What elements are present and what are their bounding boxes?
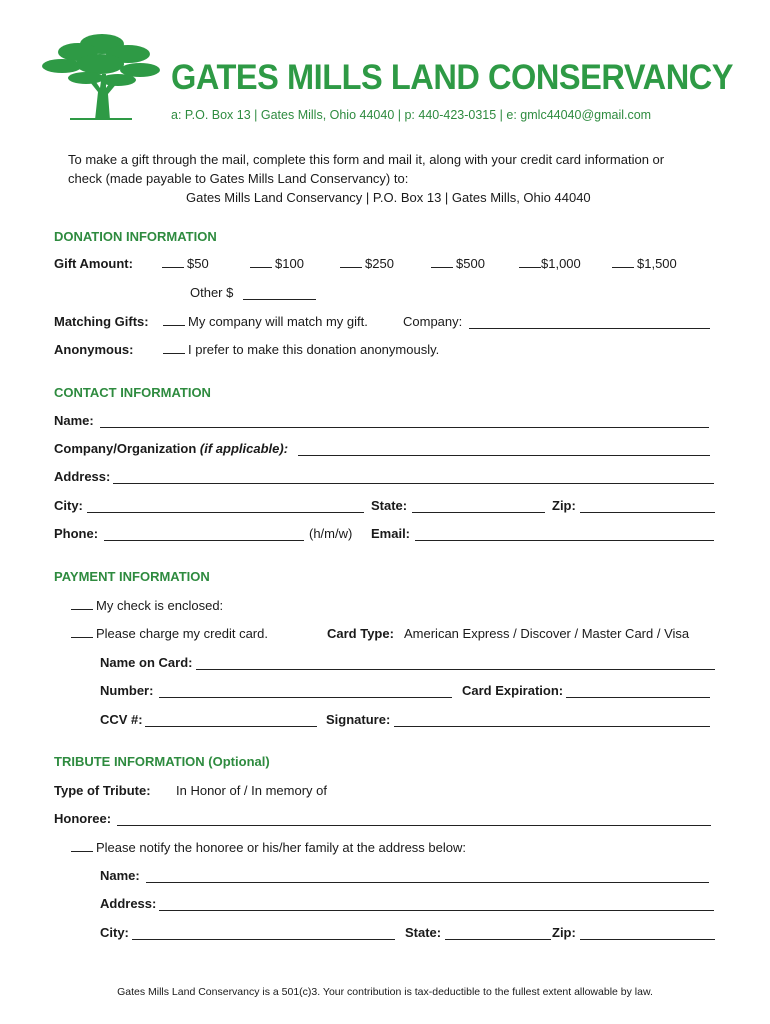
- amount-label: $500: [456, 256, 485, 271]
- check-blank[interactable]: [71, 598, 93, 610]
- notify-option[interactable]: [71, 840, 466, 856]
- company-label: Company:: [403, 314, 463, 329]
- honoree-field[interactable]: [117, 825, 711, 826]
- amount-label: $250: [365, 256, 394, 271]
- card-type-options: American Express / Discover / Master Card / Visa: [404, 626, 690, 641]
- card-number-label: Number:: [100, 683, 154, 698]
- amount-blank[interactable]: [519, 256, 541, 268]
- credit-text: Please charge my credit card.: [96, 626, 268, 641]
- tribute-zip-label: Zip:: [552, 925, 576, 940]
- contact-heading: CONTACT INFORMATION: [54, 385, 211, 400]
- amount-option-1500[interactable]: [612, 256, 677, 272]
- phone-label: Phone:: [54, 526, 99, 541]
- tribute-state-field[interactable]: [445, 939, 551, 940]
- anonymous-label: Anonymous:: [54, 342, 134, 357]
- name-on-card-label: Name on Card:: [100, 655, 193, 670]
- name-label: Name:: [54, 413, 94, 428]
- address-label: Address:: [54, 469, 111, 484]
- matching-blank[interactable]: [163, 314, 185, 326]
- anonymous-option[interactable]: [163, 342, 439, 358]
- anonymous-blank[interactable]: [163, 342, 185, 354]
- zip-label: Zip:: [552, 498, 576, 513]
- check-option[interactable]: [71, 598, 223, 614]
- ccv-label: CCV #:: [100, 712, 143, 727]
- amount-option-500[interactable]: [431, 256, 485, 272]
- amount-label: $1,000: [541, 256, 581, 271]
- matching-text: My company will match my gift.: [188, 314, 368, 329]
- tribute-address-field[interactable]: [159, 910, 714, 911]
- org-title: GATES MILLS LAND CONSERVANCY: [171, 58, 734, 97]
- amount-label: $100: [275, 256, 304, 271]
- amount-label: $1,500: [637, 256, 677, 271]
- amount-blank[interactable]: [612, 256, 634, 268]
- amount-option-1000[interactable]: [519, 256, 581, 272]
- card-type-label: Card Type:: [327, 626, 394, 641]
- intro-line-3: Gates Mills Land Conservancy | P.O. Box 13 | Gates Mills, Ohio 44040: [186, 190, 591, 205]
- tribute-heading: TRIBUTE INFORMATION (Optional): [54, 754, 270, 769]
- amount-blank[interactable]: [250, 256, 272, 268]
- phone-field[interactable]: [104, 540, 304, 541]
- tribute-type-label: Type of Tribute:: [54, 783, 151, 798]
- intro-line-1: To make a gift through the mail, complete this form and mail it, along with your credit card information or: [68, 152, 665, 167]
- payment-heading: PAYMENT INFORMATION: [54, 569, 210, 584]
- tree-icon: [40, 30, 162, 122]
- zip-field[interactable]: [580, 512, 715, 513]
- address-field[interactable]: [113, 483, 714, 484]
- card-number-field[interactable]: [159, 697, 452, 698]
- donation-heading: DONATION INFORMATION: [54, 229, 217, 244]
- amount-label: $50: [187, 256, 209, 271]
- state-field[interactable]: [412, 512, 545, 513]
- notify-text: Please notify the honoree or his/her family at the address below:: [96, 840, 466, 855]
- other-amount-field[interactable]: [243, 299, 316, 300]
- tribute-city-field[interactable]: [132, 939, 395, 940]
- tribute-name-field[interactable]: [146, 882, 709, 883]
- intro-line-2: check (made payable to Gates Mills Land Conservancy) to:: [68, 171, 409, 186]
- email-label: Email:: [371, 526, 411, 541]
- honoree-label: Honoree:: [54, 811, 112, 826]
- gift-amount-label: Gift Amount:: [54, 256, 133, 271]
- amount-option-250[interactable]: [340, 256, 394, 272]
- company-org-label: [54, 441, 288, 457]
- email-field[interactable]: [415, 540, 714, 541]
- amount-option-50[interactable]: [162, 256, 209, 272]
- matching-gifts-label: Matching Gifts:: [54, 314, 149, 329]
- signature-field[interactable]: [394, 726, 710, 727]
- card-expiration-field[interactable]: [566, 697, 710, 698]
- name-on-card-field[interactable]: [196, 669, 715, 670]
- anonymous-text: I prefer to make this donation anonymously.: [188, 342, 440, 357]
- tribute-address-label: Address:: [100, 896, 157, 911]
- name-field[interactable]: [100, 427, 709, 428]
- credit-blank[interactable]: [71, 626, 93, 638]
- amount-blank[interactable]: [340, 256, 362, 268]
- company-org-note: (if applicable):: [199, 441, 289, 456]
- signature-label: Signature:: [326, 712, 391, 727]
- amount-blank[interactable]: [431, 256, 453, 268]
- tribute-state-label: State:: [405, 925, 442, 940]
- company-org-field[interactable]: [298, 455, 710, 456]
- city-field[interactable]: [87, 512, 364, 513]
- ccv-field[interactable]: [145, 726, 317, 727]
- notify-blank[interactable]: [71, 840, 93, 852]
- amount-blank[interactable]: [162, 256, 184, 268]
- credit-option[interactable]: [71, 626, 268, 642]
- tribute-zip-field[interactable]: [580, 939, 715, 940]
- amount-option-100[interactable]: [250, 256, 304, 272]
- tribute-city-label: City:: [100, 925, 129, 940]
- footer-note: Gates Mills Land Conservancy is a 501(c)3. Your contribution is tax-deductible to the fullest extent allowable by law.: [117, 986, 653, 998]
- check-text: My check is enclosed:: [96, 598, 224, 613]
- company-field[interactable]: [469, 328, 710, 329]
- phone-type: (h/m/w): [309, 526, 353, 541]
- state-label: State:: [371, 498, 408, 513]
- matching-gifts-option[interactable]: [163, 314, 368, 330]
- company-org-text: Company/Organization: [54, 441, 197, 456]
- card-expiration-label: Card Expiration:: [462, 683, 564, 698]
- city-label: City:: [54, 498, 83, 513]
- tribute-type-options[interactable]: In Honor of / In memory of: [176, 783, 328, 798]
- other-amount-label: Other $: [190, 285, 234, 300]
- contact-line: a: P.O. Box 13 | Gates Mills, Ohio 44040 | p: 440-423-0315 | e: gmlc44040@gmail.com: [171, 108, 652, 122]
- tribute-name-label: Name:: [100, 868, 140, 883]
